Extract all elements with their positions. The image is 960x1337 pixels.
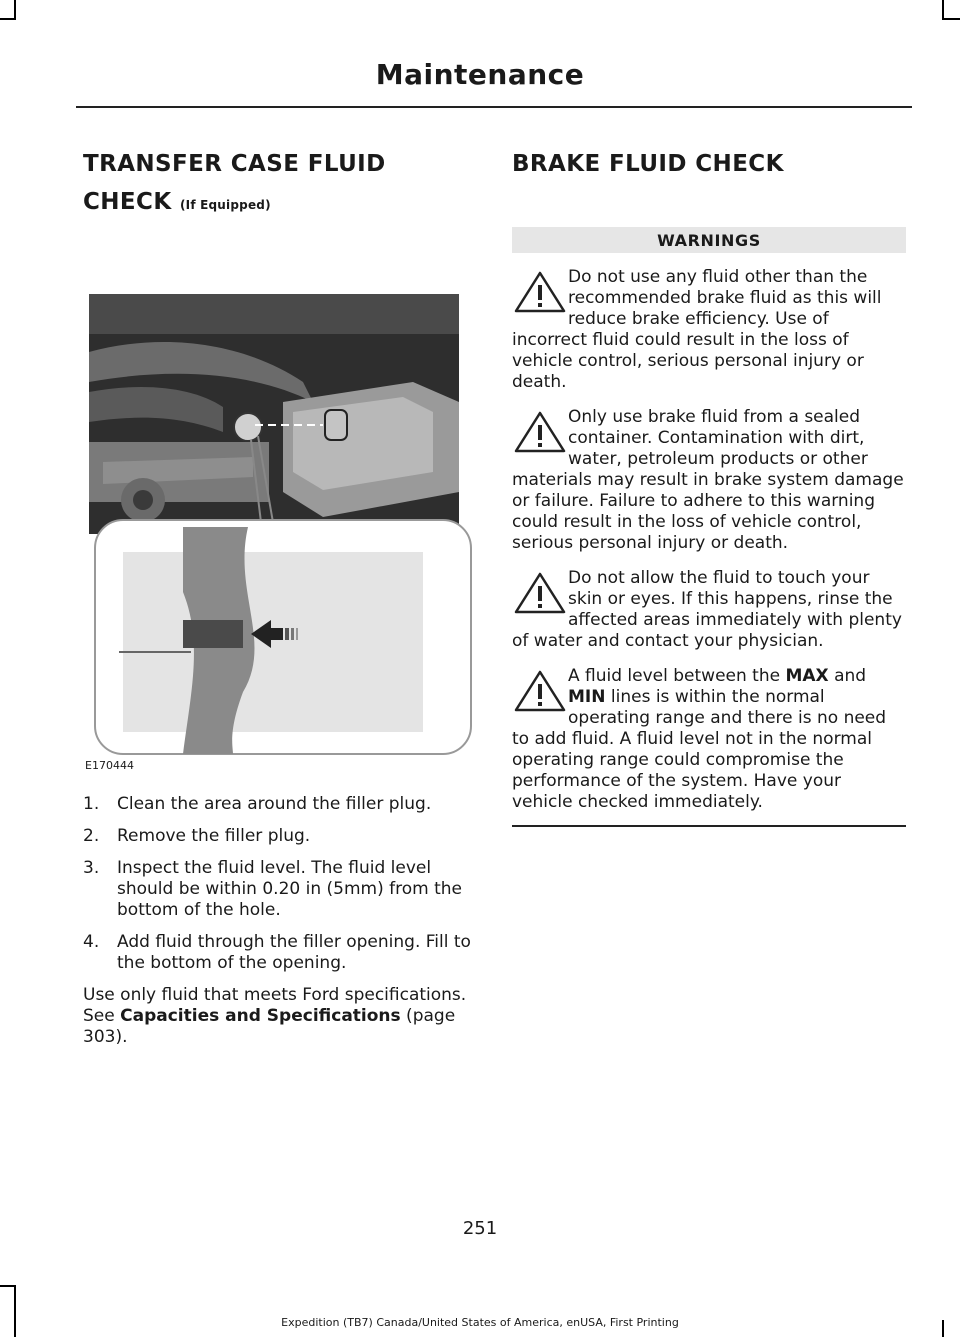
warning-triangle-icon bbox=[512, 668, 568, 714]
page-number: 251 bbox=[462, 1218, 498, 1239]
transfer-case-steps bbox=[83, 794, 473, 974]
step-text: Clean the area around the filler plug. bbox=[117, 794, 432, 814]
transfer-case-heading-suffix: (If Equipped) bbox=[179, 198, 271, 212]
step-item bbox=[83, 826, 473, 847]
step-text: Add fluid through the filler opening. Fill to the bottom of the opening. bbox=[117, 932, 471, 973]
transfer-case-illustration bbox=[83, 232, 473, 772]
step-text: Remove the filler plug. bbox=[117, 826, 311, 846]
left-column bbox=[83, 145, 473, 1048]
warning-text: Do not use any fluid other than the recommended brake fluid as this will reduce brake efficiency. Use of incorrect fluid could result in the loss of vehicle control, serious personal injury or death. bbox=[512, 267, 882, 392]
crop-mark-top-left bbox=[14, 0, 16, 18]
transfer-case-drawing bbox=[83, 232, 473, 772]
min-label: MIN bbox=[568, 687, 606, 707]
note-suffix: (page 303). bbox=[83, 1006, 456, 1047]
crop-mark-top-left-h bbox=[0, 18, 16, 20]
header-rule bbox=[76, 106, 912, 108]
footer-text: Expedition (TB7) Canada/United States of America, enUSA, First Printing bbox=[281, 1316, 679, 1329]
fluid-spec-note bbox=[83, 985, 473, 1048]
crop-mark-top-right bbox=[942, 0, 944, 18]
figure-code: E170444 bbox=[85, 759, 134, 772]
warning-item bbox=[512, 666, 906, 813]
warnings-banner: WARNINGS bbox=[512, 227, 906, 253]
page-header-title: Maintenance bbox=[375, 58, 585, 91]
warning-triangle-icon bbox=[512, 570, 568, 616]
transfer-case-heading-line2 bbox=[83, 183, 473, 224]
warning-item bbox=[512, 568, 906, 652]
step-number: 2. bbox=[83, 826, 100, 846]
max-label: MAX bbox=[785, 666, 829, 686]
crop-mark-top-right-h bbox=[942, 18, 960, 20]
warning-text-part3: lines is within the normal operating range and there is no need to add fluid. A fluid level not in the normal operating range could compromise the performance of the system. Have your vehicle checked immediately. bbox=[512, 687, 887, 812]
step-number: 1. bbox=[83, 794, 100, 814]
step-item bbox=[83, 858, 473, 921]
transfer-case-heading-line1: TRANSFER CASE FLUID bbox=[83, 151, 386, 177]
step-item bbox=[83, 932, 473, 974]
warning-item bbox=[512, 267, 906, 393]
capacities-link[interactable]: Capacities and Specifications bbox=[120, 1006, 401, 1026]
warning-text: Do not allow the fluid to touch your skin or eyes. If this happens, rinse the affected areas immediately with plenty of water and contact your physician. bbox=[512, 568, 902, 651]
step-number: 3. bbox=[83, 858, 100, 878]
step-text: Inspect the fluid level. The fluid level should be within 0.20 in (5mm) from the bottom of the hole. bbox=[117, 858, 462, 920]
brake-fluid-heading: BRAKE FLUID CHECK bbox=[512, 151, 784, 177]
crop-mark-bottom-left-h bbox=[0, 1285, 16, 1287]
step-item bbox=[83, 794, 473, 815]
step-number: 4. bbox=[83, 932, 100, 952]
note-prefix: Use only fluid that meets Ford specifications. See bbox=[83, 985, 467, 1026]
warning-item bbox=[512, 407, 906, 554]
warning-text: Only use brake fluid from a sealed container. Contamination with dirt, water, petroleum products or other materials may result in brake system damage or failure. Failure to adhere to this warning could result in the loss of vehicle control, serious personal injury or death. bbox=[512, 407, 904, 553]
warning-triangle-icon bbox=[512, 409, 568, 455]
warnings-end-rule bbox=[512, 825, 906, 827]
right-column bbox=[512, 145, 906, 827]
transfer-case-heading-check: CHECK bbox=[83, 189, 172, 215]
warning-text-part2: and bbox=[828, 666, 867, 686]
crop-mark-bottom-left bbox=[14, 1285, 16, 1337]
warning-triangle-icon bbox=[512, 269, 568, 315]
warning-text-part1: A fluid level between the bbox=[568, 666, 786, 686]
